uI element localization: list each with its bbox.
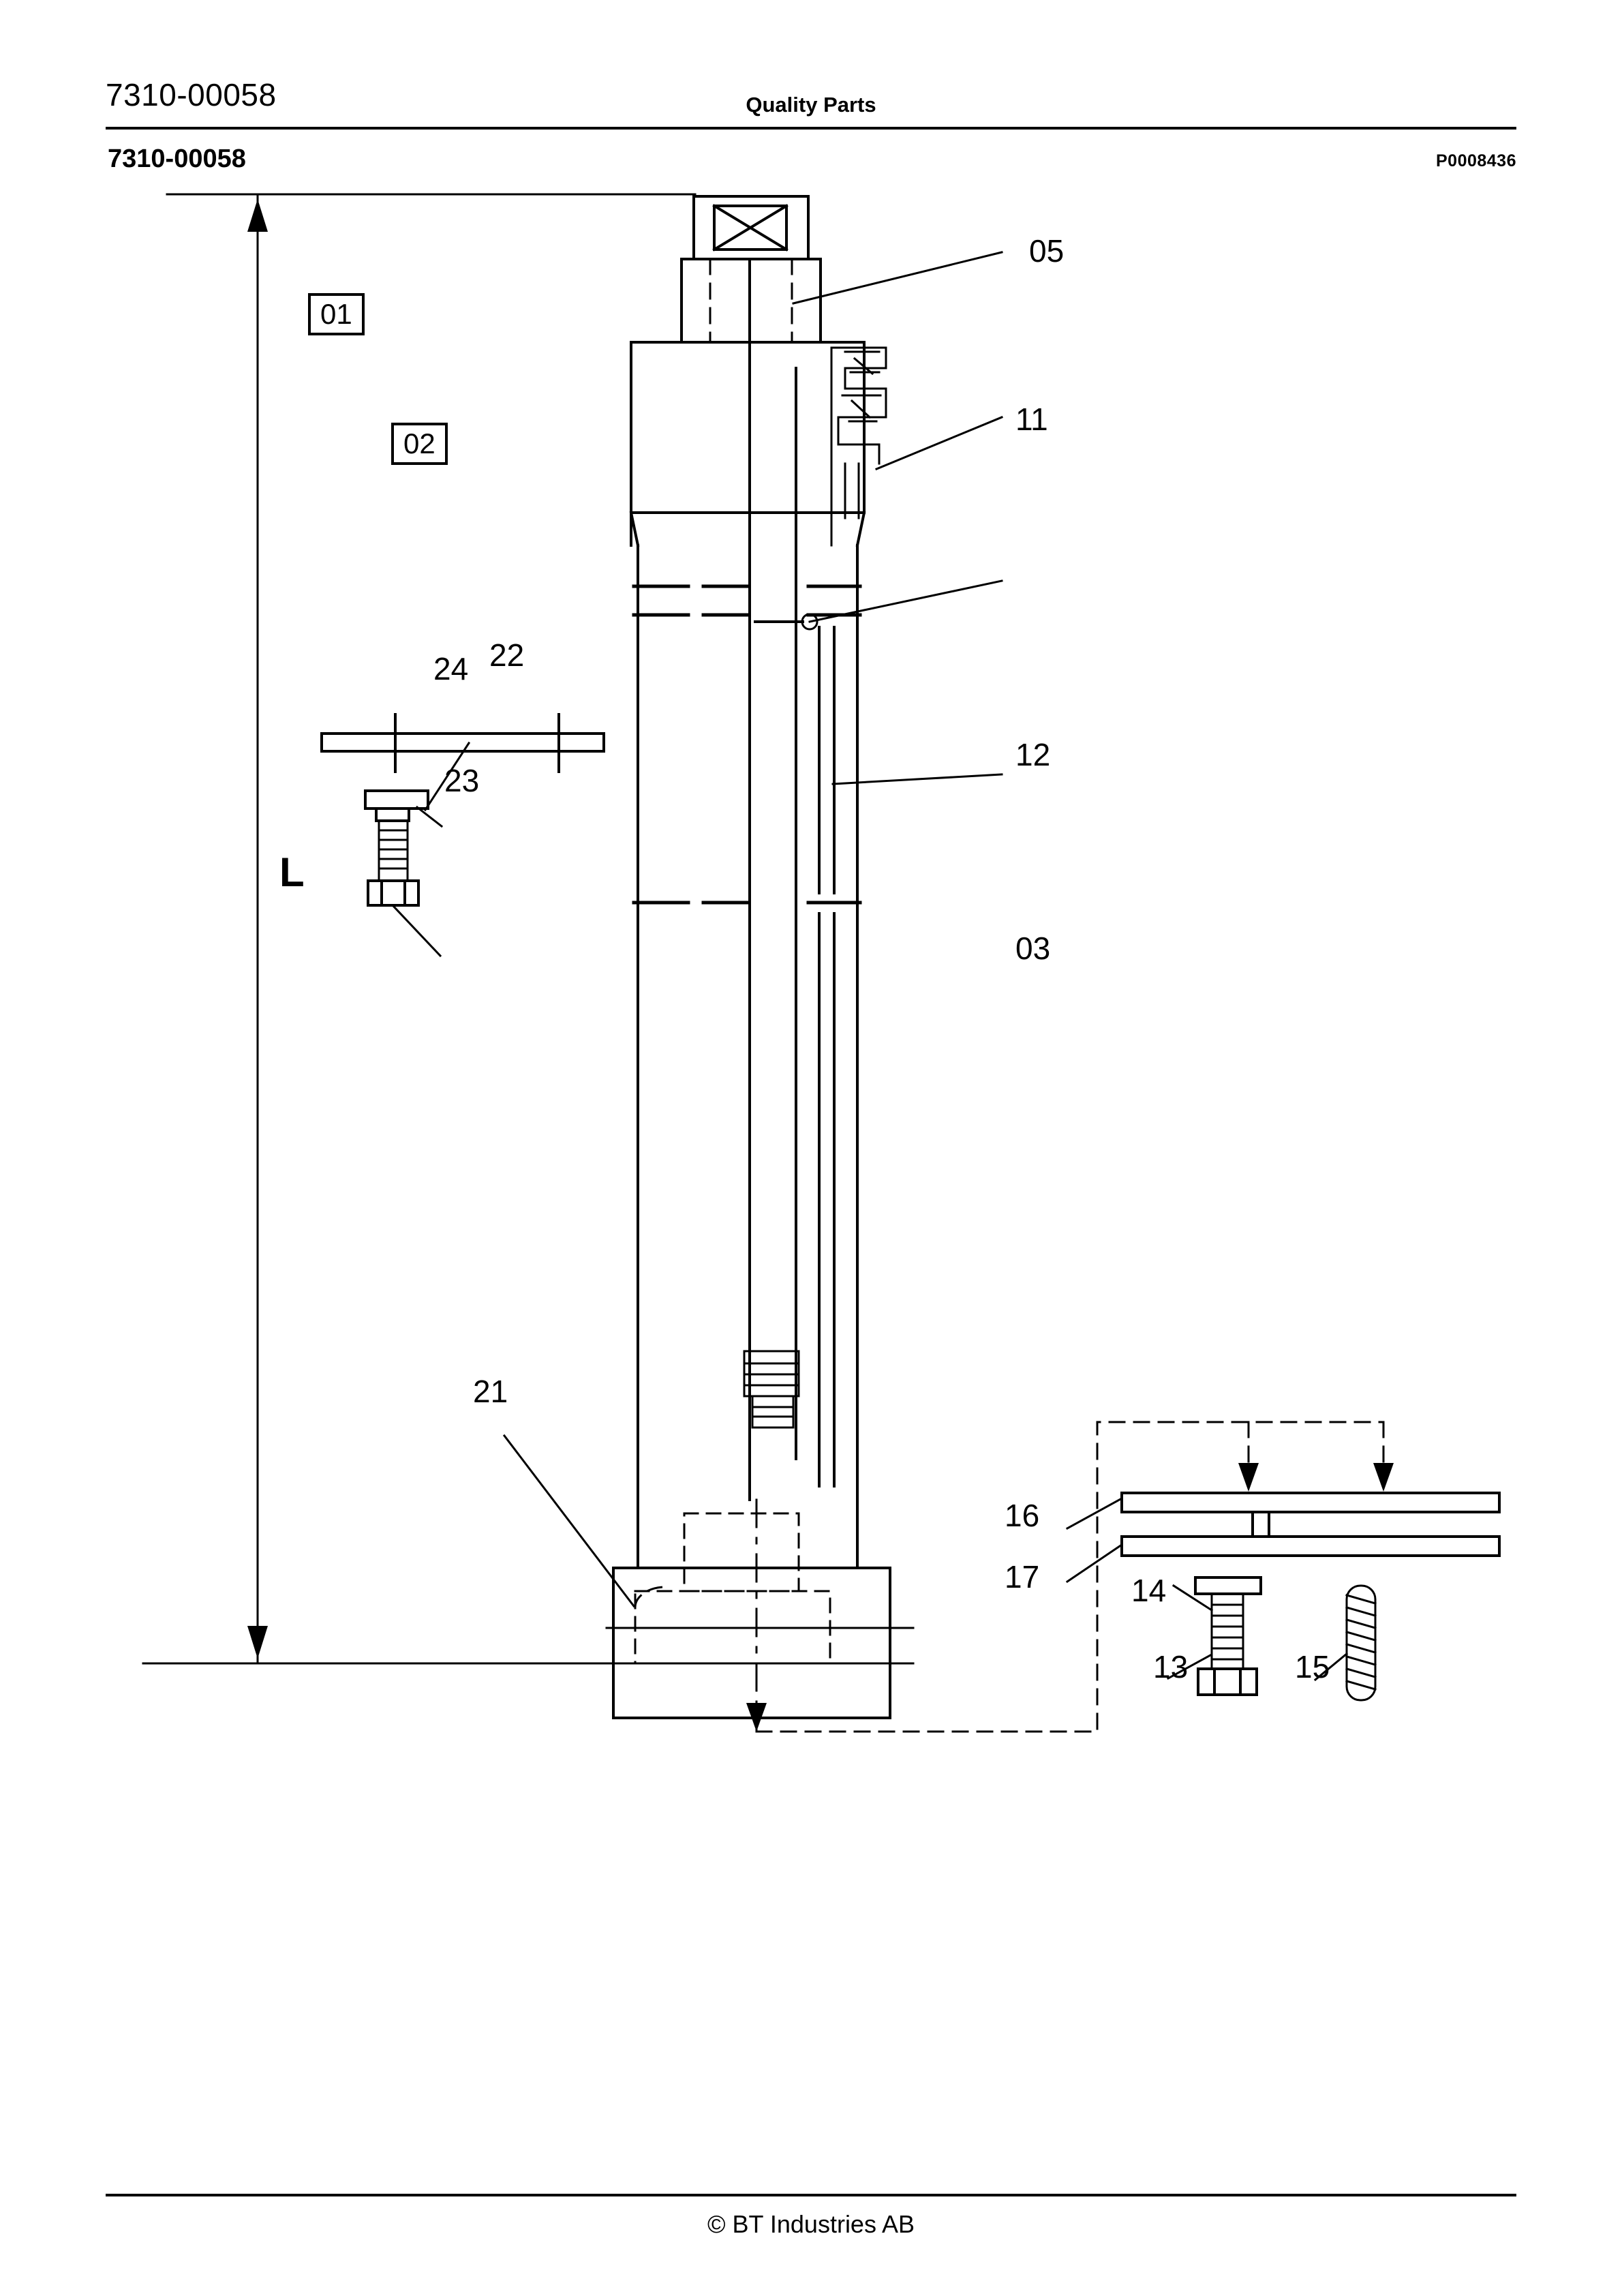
piston-detail: [744, 1351, 799, 1428]
subheader-doc-number: 7310-00058: [108, 145, 246, 173]
dimension-label-L: L: [279, 849, 305, 895]
callout-21: 21: [473, 1374, 508, 1409]
header-title: Quality Parts: [746, 93, 876, 117]
footer-copyright: © BT Industries AB: [707, 2210, 915, 2238]
part-22-24-23-group: [322, 714, 604, 956]
group-box-02: 02: [391, 423, 448, 465]
callout-22: 22: [489, 637, 525, 673]
subassembly-bottom-right: [746, 1422, 1499, 1732]
dimension-L: [143, 194, 913, 1663]
break-line-upper: [634, 586, 860, 615]
mast-assembly: [607, 196, 913, 1732]
group-box-01: 01: [308, 293, 365, 335]
drawing-code: P0008436: [1435, 151, 1516, 170]
callout-12: 12: [1015, 737, 1051, 772]
base-hidden-detail: [635, 1513, 830, 1663]
callout-23: 23: [444, 763, 480, 798]
callout-11: 11: [1015, 402, 1048, 437]
technical-drawing: [0, 164, 1622, 2181]
footer-divider: [106, 2194, 1516, 2196]
callout-14: 14: [1131, 1573, 1167, 1608]
callout-17: 17: [1005, 1559, 1040, 1595]
header-divider: [106, 127, 1516, 130]
callout-03: 03: [1015, 931, 1051, 966]
association-box: [756, 1422, 1383, 1732]
header-doc-number: 7310-00058: [106, 77, 277, 112]
callout-05: 05: [1029, 233, 1065, 269]
callout-15: 15: [1295, 1649, 1330, 1685]
callout-13: 13: [1153, 1649, 1189, 1685]
callout-16: 16: [1005, 1498, 1040, 1533]
callout-24: 24: [433, 651, 469, 686]
drawing-svg: [0, 164, 1622, 2181]
spring-pin: [1347, 1586, 1375, 1700]
seal-pack-detail: [831, 348, 886, 545]
